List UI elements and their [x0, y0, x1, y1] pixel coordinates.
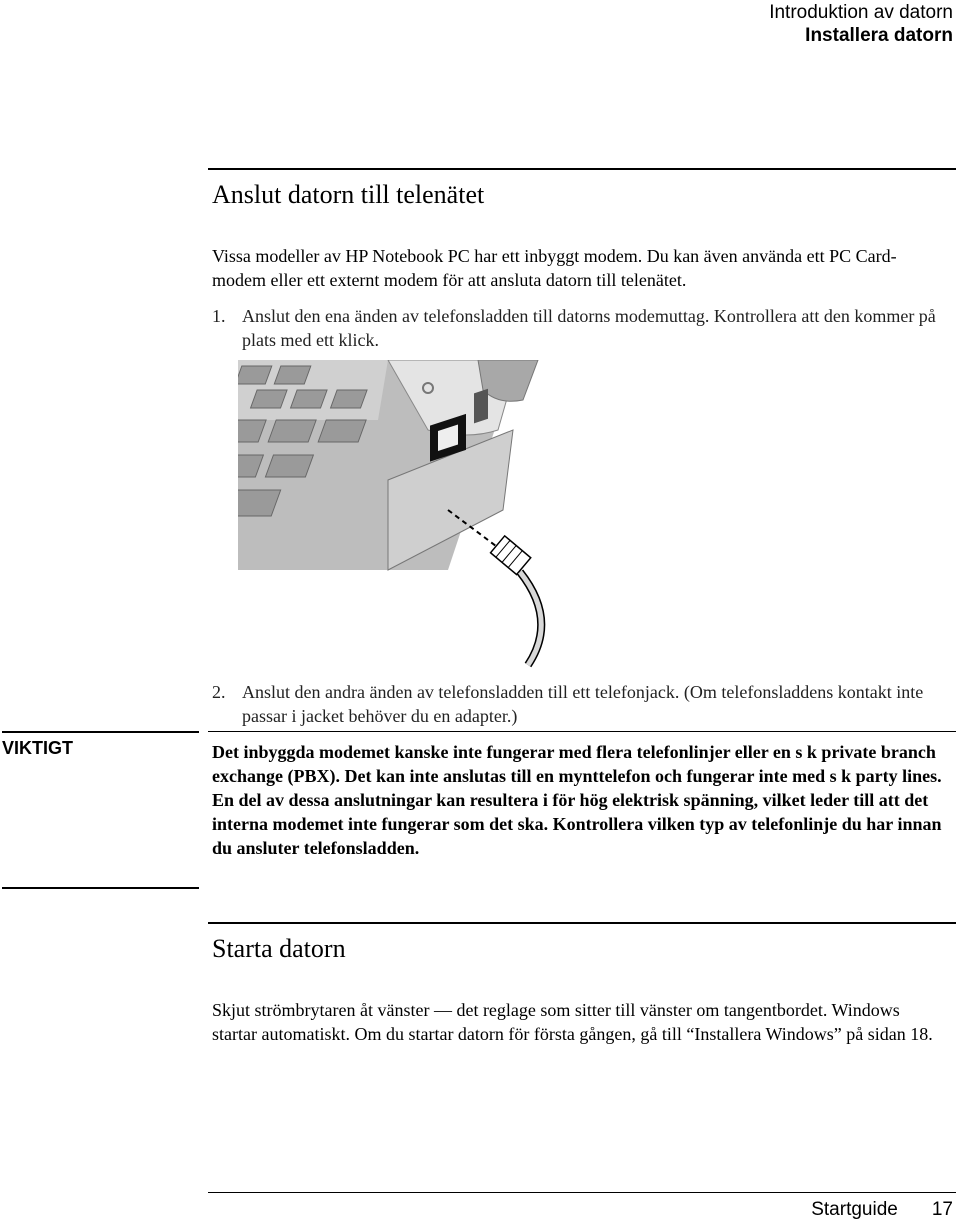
start-paragraph: Skjut strömbrytaren åt vänster — det reglage som sitter till vänster om tangentbordet. Windows startar automatiskt. Om du startar datorn för första gången, gå till “Installera Windows” på sidan 18.: [212, 1000, 933, 1044]
modem-port-illustration: [238, 360, 548, 672]
important-rule-left-bottom: [2, 887, 199, 889]
list-text: Anslut den ena änden av telefonsladden till datorns modemuttag. Kontrollera att den kommer på plats med ett klick.: [242, 306, 936, 350]
footer-page-number: 17: [931, 1199, 953, 1220]
important-rule-left-top: [2, 731, 199, 733]
footer-guide-name: Startguide: [811, 1199, 898, 1220]
running-header-section: Installera datorn: [805, 25, 953, 46]
list-text: Anslut den andra änden av telefonsladden till ett telefonjack. (Om telefonsladdens kontakt inte passar i jacket behöver du en adapter.): [242, 682, 924, 726]
list-number: 1.: [212, 306, 226, 326]
section-rule-start: [208, 922, 956, 924]
running-header-chapter: Introduktion av datorn: [769, 2, 953, 23]
page-footer: [811, 1199, 953, 1221]
important-label: VIKTIGT: [2, 738, 73, 758]
list-number: 2.: [212, 682, 226, 702]
section-rule-top: [208, 168, 956, 170]
important-rule-right-top: [208, 731, 956, 732]
list-item: [212, 304, 942, 352]
list-item: [212, 680, 942, 728]
section-title-starta: Starta datorn: [212, 934, 346, 963]
section-title-telenatet: Anslut datorn till telenätet: [212, 180, 485, 209]
footer-rule: [208, 1192, 956, 1193]
intro-paragraph: Vissa modeller av HP Notebook PC har ett inbyggt modem. Du kan även använda ett PC Card-modem eller ett externt modem för att ansluta datorn till telenätet.: [212, 246, 897, 290]
important-note-text: Det inbyggda modemet kanske inte fungerar med flera telefonlinjer eller en s k private branch exchange (PBX). Det kan inte anslutas till en mynttelefon och fungerar inte med s k party lines. En del av dessa anslutningar kan resultera i för hög elektrisk spänning, vilket leder till att det interna modemet inte fungerar som det ska. Kontrollera vilken typ av telefonlinje du har innan du ansluter telefonsladden.: [212, 742, 942, 858]
